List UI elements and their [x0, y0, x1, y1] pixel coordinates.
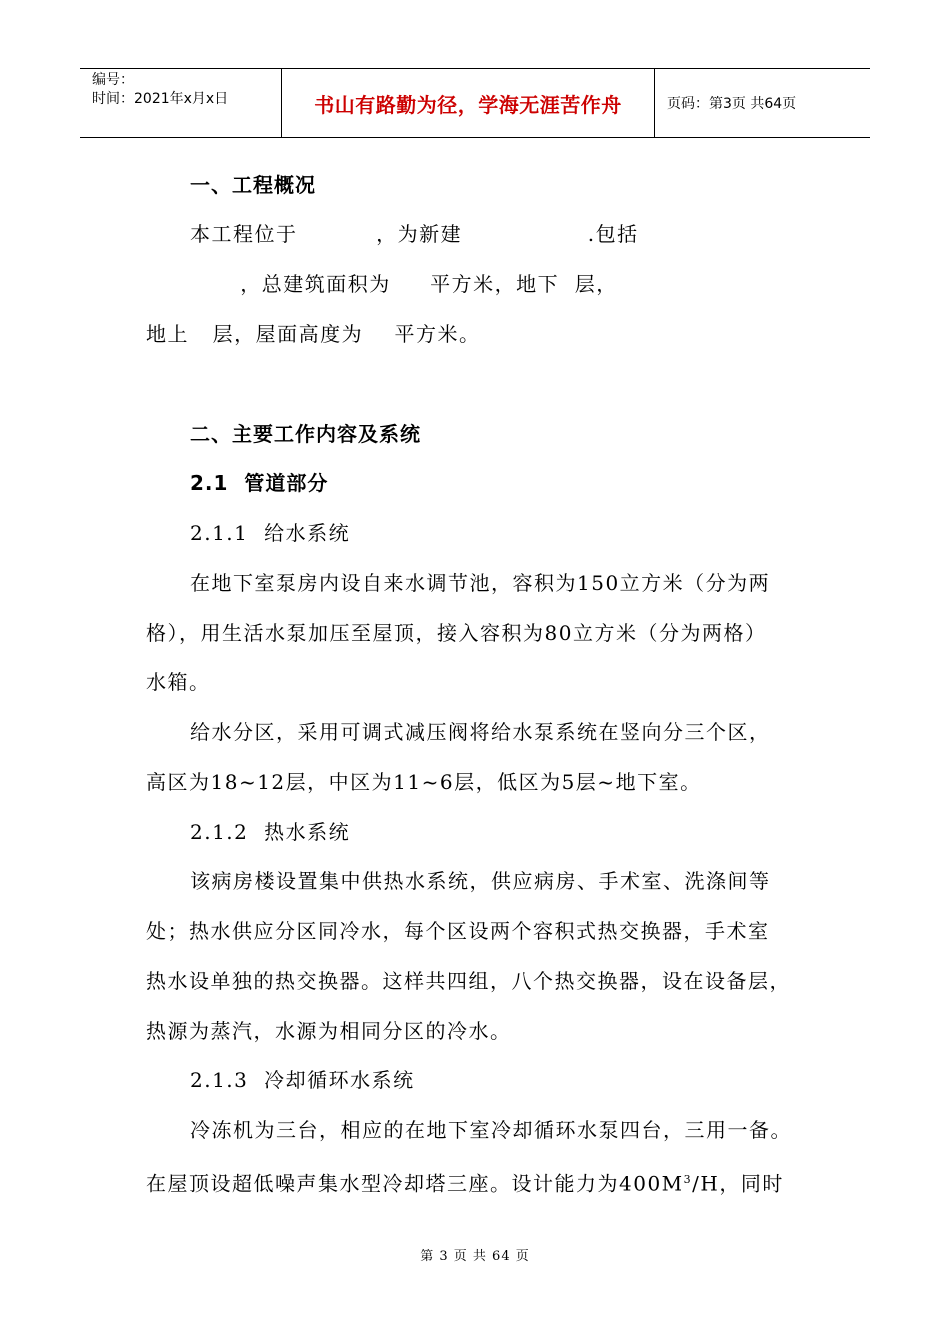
paragraph-2-line-3: 水箱。 [146, 670, 211, 694]
section-1-title: 一、工程概况 [190, 173, 316, 197]
paragraph-3-line-1: 给水分区，采用可调式减压阀将给水泵系统在竖向分三个区， [190, 720, 771, 744]
paragraph-2-line-2: 格），用生活水泵加压至屋顶，接入容积为80立方米（分为两格） [146, 621, 767, 645]
section-2-title: 二、主要工作内容及系统 [190, 422, 421, 446]
paragraph-4-line-1: 该病房楼设置集中供热水系统，供应病房、手术室、洗涤间等 [190, 869, 771, 893]
paragraph-2-line-1: 在地下室泵房内设自来水调节池，容积为150立方米（分为两 [190, 571, 771, 595]
section-2-1-1-title: 2.1.1 给水系统 [190, 521, 351, 545]
section-2-1-2-title: 2.1.2 热水系统 [190, 820, 351, 844]
header-page-info: 页码：第3页 共64页 [667, 96, 797, 112]
paragraph-5-line-2 [146, 1167, 784, 1197]
document-header [80, 68, 870, 138]
paragraph-3-line-2: 高区为18~12层，中区为11~6层，低区为5层~地下室。 [146, 770, 702, 794]
paragraph-1-line-3: 地上 层，屋面高度为 平方米。 [146, 322, 481, 346]
header-motto: 书山有路勤为径，学海无涯苦作舟 [282, 69, 655, 137]
paragraph-5-line-2-tail: /H，同时 [692, 1171, 784, 1196]
section-2-1-3-title: 2.1.3 冷却循环水系统 [190, 1068, 415, 1092]
paragraph-5-line-2-text: 在屋顶设超低噪声集水型冷却塔三座。设计能力为400M [146, 1171, 684, 1196]
section-2-1-title: 2.1 管道部分 [190, 471, 329, 495]
paragraph-4-line-3: 热水设单独的热交换器。这样共四组，八个热交换器，设在设备层， [146, 969, 791, 993]
paragraph-1-line-2: ，总建筑面积为 平方米，地下 层， [146, 272, 618, 296]
paragraph-4-line-4: 热源为蒸汽，水源为相同分区的冷水。 [146, 1019, 512, 1043]
header-meta-cell [80, 69, 282, 137]
page-footer: 第 3 页 共 64 页 [420, 1249, 530, 1264]
superscript-exponent: 3 [683, 1173, 693, 1186]
paragraph-5-line-1: 冷冻机为三台，相应的在地下室冷却循环水泵四台，三用一备。 [190, 1118, 792, 1142]
document-number-label: 编号： [92, 72, 134, 88]
document-time-label: 时间：2021年x月x日 [92, 91, 229, 107]
paragraph-4-line-2: 处；热水供应分区同冷水，每个区设两个容积式热交换器，手术室 [146, 919, 770, 943]
paragraph-1-line-1: 本工程位于 ，为新建 .包括 [190, 222, 639, 246]
